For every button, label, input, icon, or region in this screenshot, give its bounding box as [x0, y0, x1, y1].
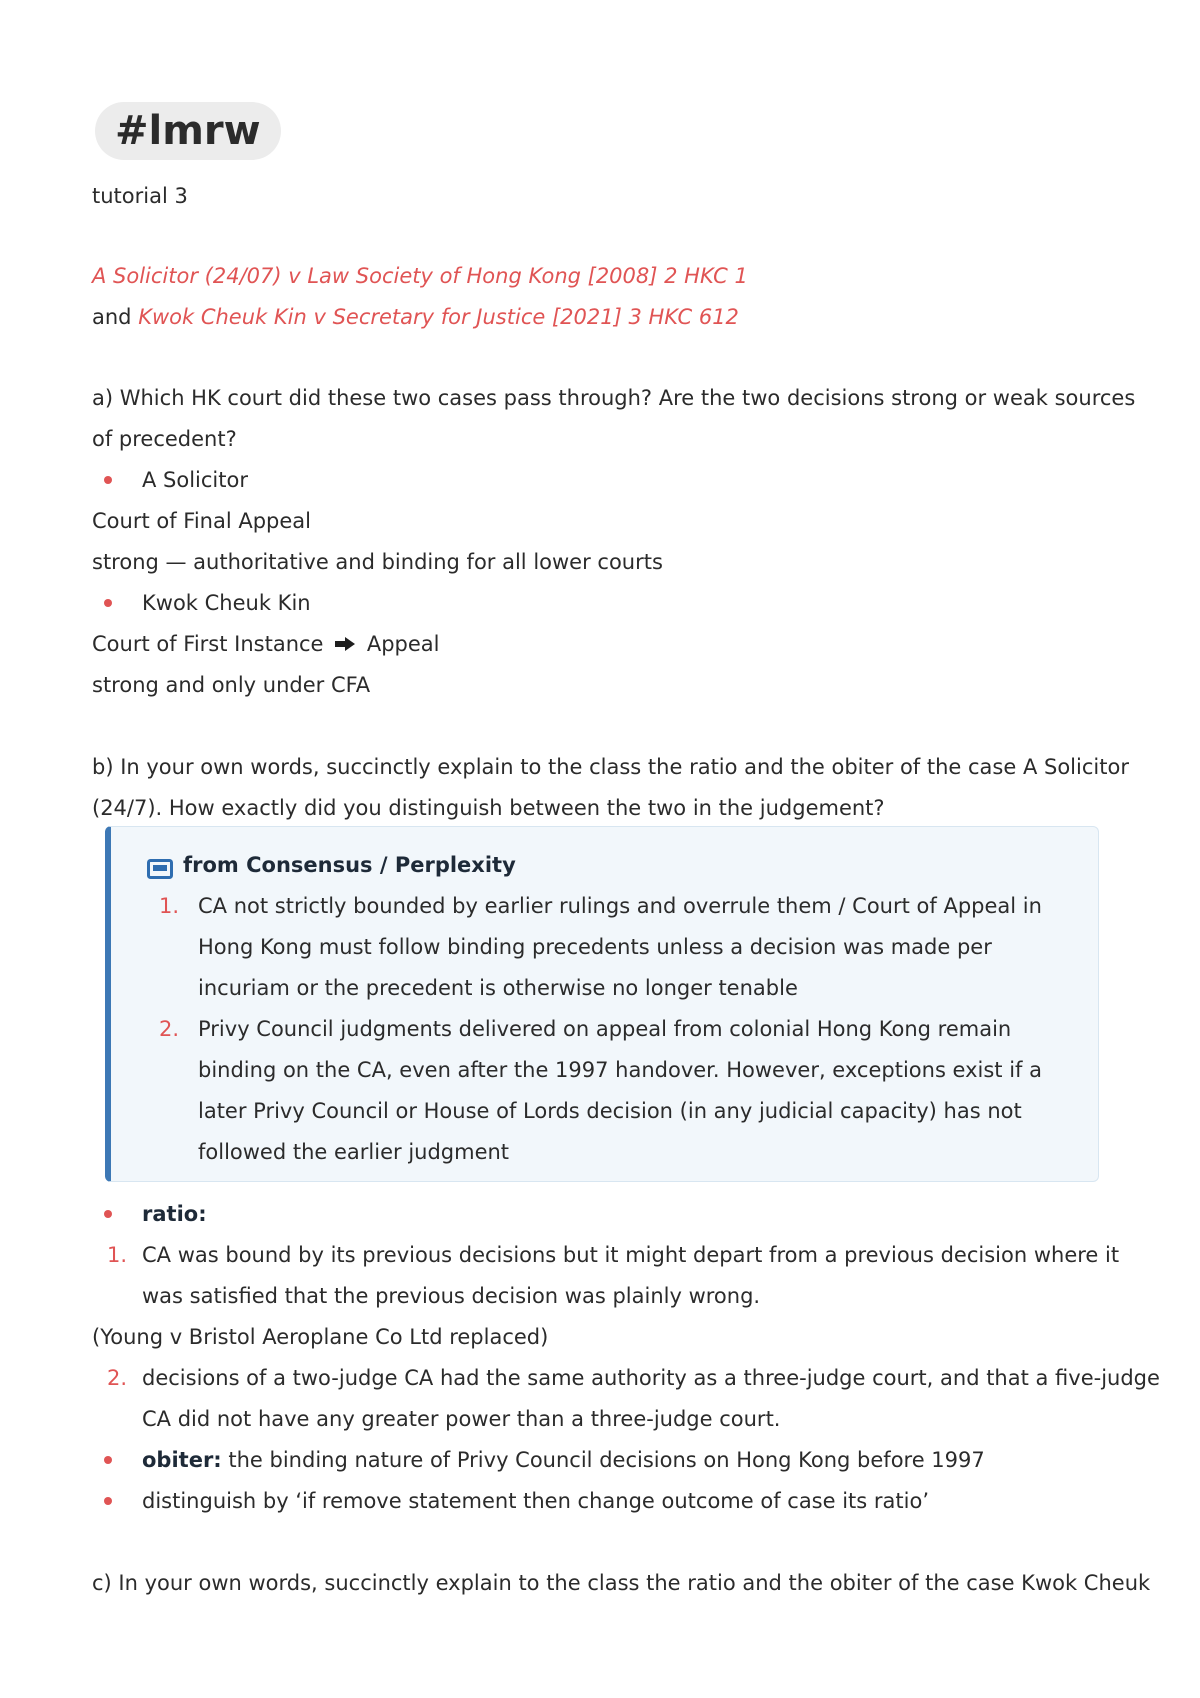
question-a-line-1: a) Which HK court did these two cases pass through? Are the two decisions strong or weak sources: [92, 386, 1136, 410]
strength-text-1: strong — authoritative and binding for all lower courts: [92, 550, 663, 574]
callout-item-1-line-3: incuriam or the precedent is otherwise no longer tenable: [198, 976, 798, 1000]
ratio-label: ratio:: [142, 1202, 207, 1226]
connector-text: and: [92, 305, 132, 329]
callout-item-2-line-1: Privy Council judgments delivered on appeal from colonial Hong Kong remain: [198, 1017, 1012, 1041]
court-from: Court of First Instance: [92, 632, 324, 656]
obiter-text: the binding nature of Privy Council decisions on Hong Kong before 1997: [221, 1448, 985, 1472]
bullet-icon: [104, 1456, 112, 1464]
arrow-right-icon: [334, 625, 356, 665]
question-b-line-1: b) In your own words, succinctly explain to the class the ratio and the obiter of the case A Solicitor: [92, 755, 1129, 779]
question-b-line-2: (24/7). How exactly did you distinguish between the two in the judgement?: [92, 796, 885, 820]
callout-item-number: 2.: [159, 1017, 180, 1041]
strength-text-2: strong and only under CFA: [92, 673, 371, 697]
obiter-label: obiter:: [142, 1448, 222, 1472]
court-path-text: [92, 624, 440, 664]
screen-icon: [147, 859, 173, 884]
callout-title: from Consensus / Perplexity: [183, 853, 516, 877]
case-citation-2: Kwok Cheuk Kin v Secretary for Justice [2021] 3 HKC 612: [138, 305, 739, 329]
list-item-a-solicitor: A Solicitor: [142, 468, 248, 492]
ratio-item-2-line-2: CA did not have any greater power than a three-judge court.: [142, 1407, 781, 1431]
obiter-item: [142, 1440, 985, 1480]
ratio-item-number: 1.: [107, 1243, 128, 1267]
callout-item-2-line-3: later Privy Council or House of Lords decision (in any judicial capacity) has not: [198, 1099, 1022, 1123]
callout-item-2-line-4: followed the earlier judgment: [198, 1140, 510, 1164]
bullet-icon: [104, 1210, 112, 1218]
list-item-kwok-cheuk-kin: Kwok Cheuk Kin: [142, 591, 311, 615]
callout-item-1-line-2: Hong Kong must follow binding precedents unless a decision was made per: [198, 935, 992, 959]
case-citation-1: A Solicitor (24/07) v Law Society of Hong Kong [2008] 2 HKC 1: [92, 264, 748, 288]
case-citation-line-2: [92, 297, 739, 337]
ratio-item-2-line-1: decisions of a two-judge CA had the same authority as a three-judge court, and that a five-judge: [142, 1366, 1160, 1390]
ratio-item-1-line-2: was satisfied that the previous decision was plainly wrong.: [142, 1284, 761, 1308]
ratio-note: (Young v Bristol Aeroplane Co Ltd replaced): [92, 1325, 549, 1349]
bullet-icon: [104, 1497, 112, 1505]
question-a-line-2: of precedent?: [92, 427, 237, 451]
subtitle: tutorial 3: [92, 184, 188, 208]
distinguish-item: distinguish by ‘if remove statement then change outcome of case its ratio’: [142, 1489, 929, 1513]
callout-item-2-line-2: binding on the CA, even after the 1997 handover. However, exceptions exist if a: [198, 1058, 1042, 1082]
ratio-item-number: 2.: [107, 1366, 128, 1390]
court-text-1: Court of Final Appeal: [92, 509, 312, 533]
callout-item-number: 1.: [159, 894, 180, 918]
callout-box: [105, 826, 1099, 1182]
callout-item-1-line-1: CA not strictly bounded by earlier rulings and overrule them / Court of Appeal in: [198, 894, 1042, 918]
hashtag-title[interactable]: #lmrw: [95, 102, 281, 160]
bullet-icon: [104, 476, 112, 484]
ratio-item-1-line-1: CA was bound by its previous decisions but it might depart from a previous decision where it: [142, 1243, 1120, 1267]
court-to: Appeal: [366, 632, 440, 656]
question-c-line-1: c) In your own words, succinctly explain to the class the ratio and the obiter of the case Kwok Cheuk: [92, 1571, 1151, 1595]
bullet-icon: [104, 599, 112, 607]
